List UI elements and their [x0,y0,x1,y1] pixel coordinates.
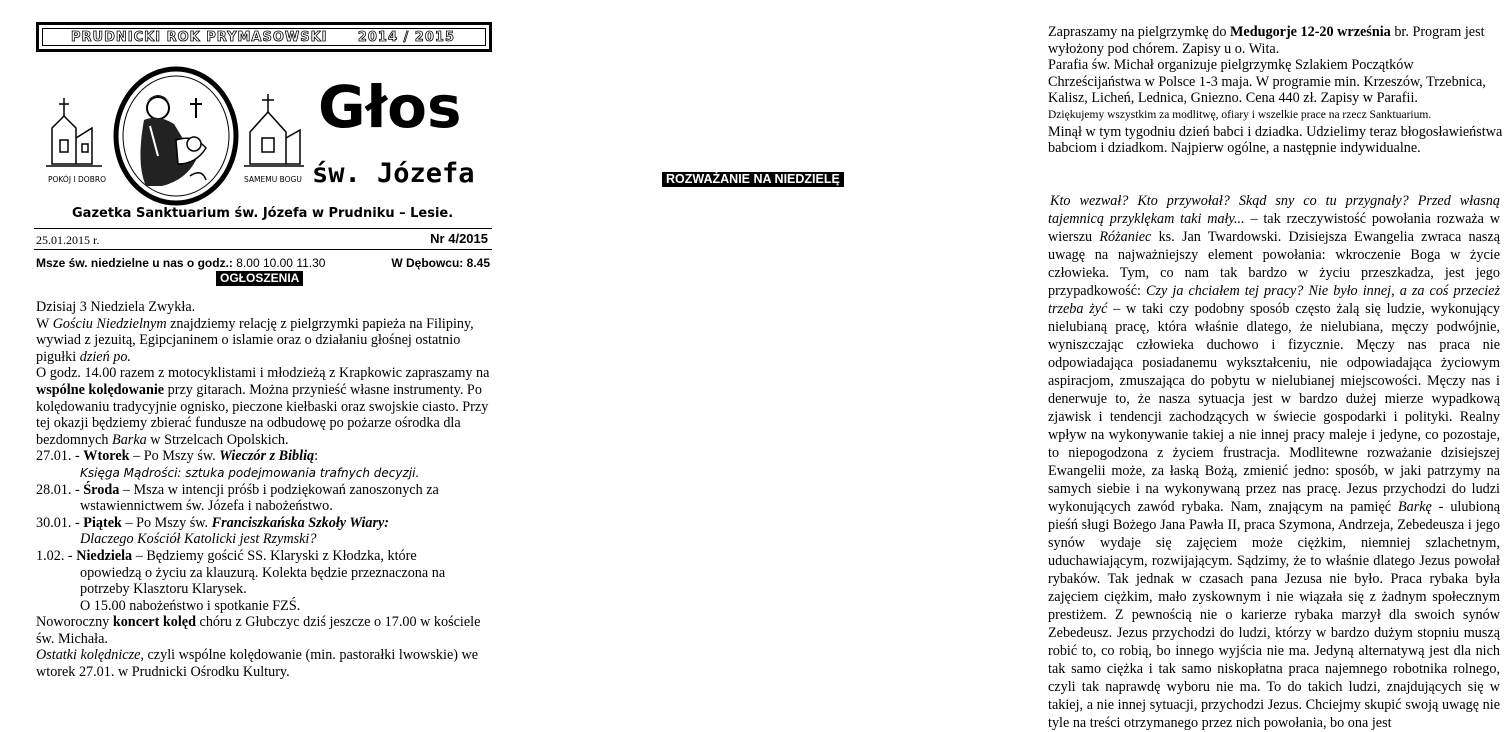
paragraph: Ostatki kolędnicze, czyli wspólne kolędowanie (min. pastorałki lwowskie) we wtorek 27.01. w Prudnicki Ośrodku Kultury. [36,647,479,681]
announcements-continued [1048,24,1506,157]
paragraph: Dziękujemy wszystkim za modlitwę, ofiary i wszelkie prace na rzecz Sanktuarium. [1048,108,1432,121]
paragraph: Zapraszamy na pielgrzymkę do Medugorje 12-20 września br. Program jest wyłożony pod chórem. Zapisy u o. Wita. [1048,24,1485,57]
paragraph: Dzisiaj 3 Niedziela Zwykła. [36,299,196,315]
header-banner [36,22,492,52]
logo-right-text: SAMEMU BOGU [244,175,302,184]
debowiec-mass: W Dębowcu: 8.45 [391,256,490,270]
mass-hours: 8.00 10.00 11.30 [236,256,326,270]
section-heading-announcements: OGŁOSZENIA [216,271,303,286]
announcements [36,299,494,681]
paragraph: Noworoczny koncert kolęd chóru z Głubczyc dziś jeszcze o 17.00 w kościele św. Michała. [36,614,481,647]
paragraph: O godz. 14.00 razem z motocyklistami i młodzieżą z Krapkowic zapraszamy na wspólne kolędowanie przy gitarach. Można przynieść własne instrumenty. Po kolędowaniu tradycyjnie ognisko, pieczone kiełbaski oraz swojskie ciasto. Przy tej okazji będziemy zbierać fundusze na odbudowę po pożarze ośrodka dla bezdomnych Barka w Strzelcach Opolskich. [36,365,490,448]
event-detail: Dlaczego Kościół Katolicki jest Rzymski? [80,531,317,548]
paragraph: W Gościu Niedzielnym znajdziemy relację z pielgrzymki papieża na Filipiny, wywiad z jezuitą, Egipcjaninem o islamie oraz o działaniu głośnej ostatnio pigułki dzień po. [36,315,474,365]
sanctuary-logo-icon [46,68,306,206]
event-detail: opowiedzą o życiu za klauzurą. Kolekta będzie przeznaczona na [80,564,446,581]
event-detail: wstawiennictwem św. Józefa i nabożeństwo. [80,498,333,515]
left-column [0,0,512,724]
right-column [512,0,1503,731]
banner-year: 2014 / 2015 [357,29,455,45]
reflection-text: Kto wezwał? Kto przywołał? Skąd sny co tu przygnały? Przed własną tajemnicą przyklękam taki mały... – tak rzeczywistość powołania rozważa w wierszu Różaniec ks. Jan Twardowski. Dzisiejsza Ewangelia zwraca naszą uwagę na najważniejszy element powołania: wkroczenie Boga w życie człowieka. Tym, co nam tak bardzo w życiu przeszkadza, jest jego przypadkowość: Czy ja chciałem tej pracy? Nie było innej, a za coś przecież trzeba żyć – w taki czy podobny sposób często żalą się ludzie, wykonujący nielubianą pracę, która właśnie dlatego, że nielubiana, męczy podwójnie, wyniszczając człowieka duchowo i fizycznie. Męczy nas praca nie odpowiadająca posiadanemu wykształceniu, nie odpowiadająca życiowym aspiracjom, zmuszająca do pobytu w nielubianej miejscowości. Męczy nas i denerwuje to, że nasza sytuacja jest w bardzo dużej mierze wypadkową zjawisk i tendencji zachodzących w świecie gospodarki i polityki. Realny wpływ na wykonywanie takiej a nie innej pracy maleje i jedyne, co pozostaje, to niepogodzona z życiem frustracja. Modlitewne rozważanie dzisiejszej Ewangelii może, za łaską Bożą, zmienić jedno: sposób, w jaki patrzymy na samych siebie i na wykonywaną przez nas pracę. Jezus przychodzi do ludzi wykonujących zawód rybaka. Nam, znającym na pamięć Barkę - ulubioną pieśń sługi Bożego Jana Pawła II, praca Szymona, Andrzeja, Zebedeusza i jego synów wydaje się zajęciem może ciężkim, niemniej szlachetnym, uduchawiającym, rozwijającym. Sądzimy, że to właśnie dlatego Jezus powołał rybaków. Tak jednak w czasach pana Jezusa nie było. Praca rybaka była zajęciem ciężkim, mało zyskownym i nie wiązała się z żadnym społecznym prestiżem. Z pewnością nie o karierze rybaka marzył dla swoich synów Zebedeusz. Jezus przychodzi do ludzi, którzy w bardzo dużym stopniu muszą robić to, co robią, bo innego wyjścia nie ma. Jedyną alternatywą jest dla nich tak samo ciężka i tak samo niskopłatna praca najemnego robotnika rolnego, czyli tak naprawdę wyboru nie ma. To do takich ludzi, znajdujących się w takiej, a nie innej sytuacji, przychodzi Jezus. Chciejmy skupić swoją uwagę nie tyle na treści otrzymanego przez nich powołania, bo ona jest [1048,193,1501,731]
event-detail: O 15.00 nabożeństwo i spotkanie FZŚ. [80,597,301,614]
issue-date: 25.01.2015 r. [36,233,100,247]
logo-left-text: POKÓJ I DOBRO [48,175,106,184]
event-detail: Księga Mądrości: sztuka podejmowania trafnych decyzji. [80,465,420,480]
event-item: 1.02. - Niedziela – Będziemy gościć SS. Klaryski z Kłodzka, które [36,547,417,564]
issue-number: Nr 4/2015 [430,231,488,246]
section-heading-reflection: ROZWAŻANIE NA NIEDZIELĘ [662,172,844,187]
mass-label: Msze św. niedzielne u nas o godz.: [36,256,233,270]
newsletter-subtitle: św. Józefa [312,158,475,189]
divider [34,249,492,250]
event-item: 27.01. - Wtorek – Po Mszy św. Wieczór z Biblią: [36,448,319,465]
paragraph: Parafia św. Michał organizuje pielgrzymkę Szlakiem Początków Chrześcijaństwa w Polsce 1-3 maja. W programie min. Krzeszów, Trzebnica, Kalisz, Licheń, Lednica, Gniezno. Cena 440 zł. Zapisy w Parafii. [1048,57,1486,107]
event-item: 30.01. - Piątek – Po Mszy św. Franciszkańska Szkoły Wiary: [36,514,390,531]
banner-title: PRUDNICKI ROK PRYMASOWSKI [71,29,328,45]
event-item: 28.01. - Środa – Msza w intencji próśb i podziękowań zanoszonych za [36,481,439,498]
mass-times [36,256,325,270]
tagline: Gazetka Sanktuarium św. Józefa w Prudniku – Lesie. [72,206,454,221]
event-detail: potrzeby Klasztoru Klarysek. [80,581,247,598]
divider [34,228,492,229]
newsletter-title: Głos [318,73,462,141]
paragraph: Minął w tym tygodniu dzień babci i dziadka. Udzielimy teraz błogosławieństwa babciom i dziadkom. Najpierw ogólne, a następnie indywidualne. [1048,123,1503,157]
